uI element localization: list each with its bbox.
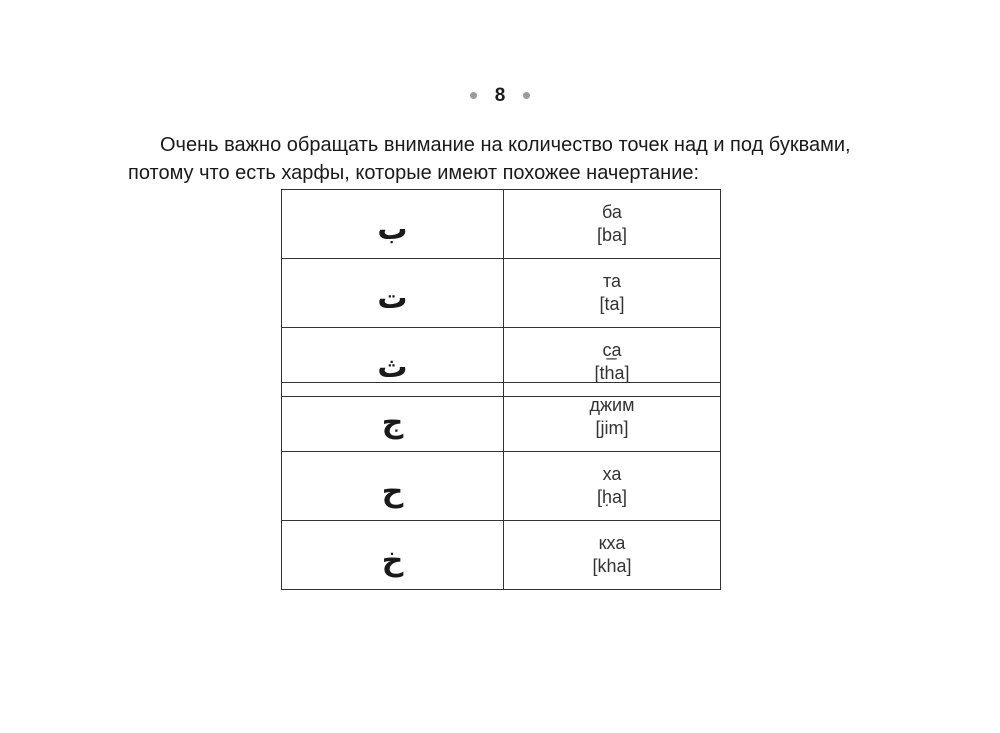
transliteration: [kha] bbox=[592, 556, 632, 576]
letter-name: ха bbox=[602, 464, 622, 484]
letter-name-cell bbox=[504, 259, 721, 328]
body-paragraph bbox=[128, 131, 888, 187]
letter-name-cell bbox=[504, 452, 721, 521]
transliteration: [jim] bbox=[595, 418, 629, 438]
paragraph-line: Очень важно обращать внимание на количество точек над и под буквами, bbox=[160, 134, 851, 156]
decorative-dot bbox=[523, 92, 530, 99]
table-row bbox=[282, 190, 721, 259]
letter-name: ба bbox=[602, 202, 622, 222]
table-row bbox=[282, 452, 721, 521]
transliteration: [tha] bbox=[594, 363, 630, 383]
letter-name-cell bbox=[504, 521, 721, 590]
letter-name-cell bbox=[504, 190, 721, 259]
paragraph-line: потому что есть харфы, которые имеют похожее начертание: bbox=[128, 162, 700, 184]
letter-name: с̲а bbox=[602, 340, 622, 360]
table-row bbox=[282, 383, 721, 452]
arabic-letter: ت bbox=[282, 259, 504, 328]
letter-name: джим bbox=[589, 395, 635, 415]
arabic-letter: ث bbox=[282, 328, 504, 397]
arabic-letter: خ bbox=[282, 521, 504, 590]
page-number bbox=[0, 85, 1000, 107]
letter-name: та bbox=[602, 271, 622, 291]
letter-name-cell bbox=[504, 383, 721, 452]
decorative-dot bbox=[470, 92, 477, 99]
letters-table-jim-ha-kha bbox=[281, 382, 721, 590]
transliteration: [ta] bbox=[599, 294, 625, 314]
letters-table-ba-ta-tha bbox=[281, 189, 721, 397]
table-row bbox=[282, 521, 721, 590]
arabic-letter: ب bbox=[282, 190, 504, 259]
transliteration: [ba] bbox=[596, 225, 628, 245]
transliteration: [ḥa] bbox=[596, 487, 628, 507]
page-number-text: 8 bbox=[494, 85, 506, 106]
arabic-letter: ج bbox=[282, 383, 504, 452]
table-row bbox=[282, 259, 721, 328]
letter-name: кха bbox=[598, 533, 626, 553]
arabic-letter: ح bbox=[282, 452, 504, 521]
